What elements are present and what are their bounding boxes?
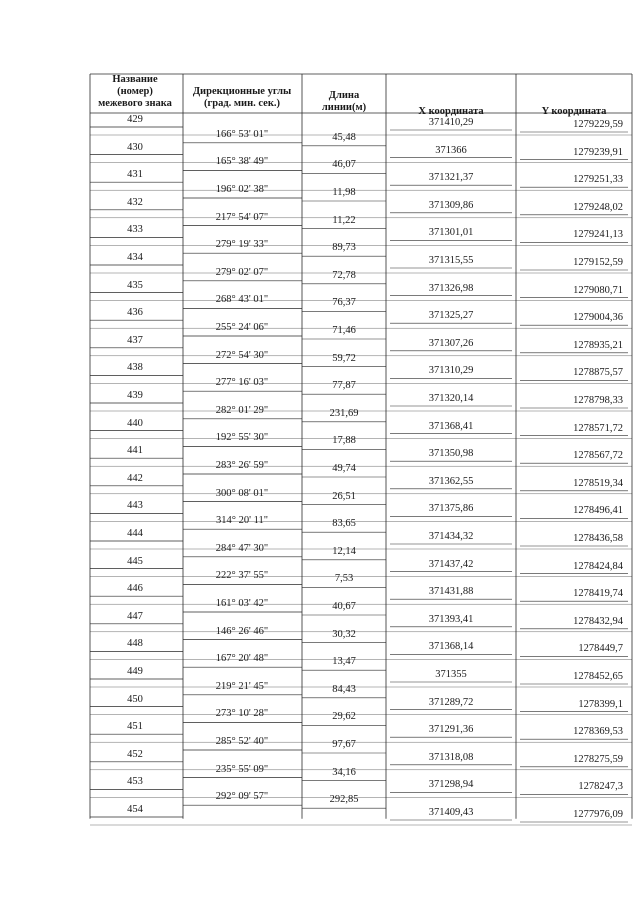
x-coordinate: 371434,32: [428, 531, 474, 542]
point-number: 447: [127, 610, 143, 622]
x-coordinate: 371310,29: [428, 365, 474, 377]
y-coordinate: 1278247,3: [578, 781, 623, 793]
point-number: 441: [127, 445, 143, 457]
line-length: 34,16: [332, 766, 356, 778]
x-coordinate: 371355: [435, 669, 467, 680]
line-length: 83,65: [332, 518, 356, 530]
directional-angle: 284° 47' 30": [215, 542, 269, 554]
line-length: 76,37: [332, 297, 356, 309]
point-number: 445: [127, 555, 143, 567]
point-number: 429: [127, 114, 143, 125]
point-number: 451: [127, 721, 143, 733]
x-coordinate: 371318,08: [428, 751, 474, 763]
x-coordinate: 371410,29: [428, 117, 474, 128]
y-coordinate: 1278519,34: [573, 477, 623, 489]
directional-angle: 196° 02' 38": [215, 184, 269, 195]
header-name-line1: Название: [112, 74, 158, 85]
y-coordinate: 1278567,72: [573, 450, 623, 462]
point-number: 430: [127, 141, 143, 153]
directional-angle: 268° 43' 01": [215, 294, 269, 306]
x-coordinate: 371375,86: [428, 503, 474, 515]
point-number: 444: [127, 528, 143, 539]
y-coordinate: 1278432,94: [573, 615, 623, 627]
x-coordinate: 371431,88: [428, 586, 474, 598]
line-length: 292,85: [329, 794, 359, 806]
directional-angle: 255° 24' 06": [215, 322, 269, 333]
y-coordinate: 1278496,41: [573, 505, 623, 517]
line-length: 45,48: [332, 131, 356, 143]
point-number: 435: [127, 279, 143, 291]
line-length: 77,87: [332, 380, 356, 392]
x-coordinate: 371309,86: [428, 199, 474, 211]
y-coordinate: 1278449,7: [578, 643, 623, 655]
point-number: 433: [127, 224, 143, 236]
directional-angle: 161° 03' 42": [215, 598, 269, 609]
y-coordinate: 1278369,53: [573, 726, 623, 738]
x-coordinate: 371289,72: [428, 696, 474, 708]
directional-angle: 192° 55' 30": [215, 432, 269, 444]
y-coordinate: 1278275,59: [573, 753, 623, 765]
x-coordinate: 371393,41: [428, 613, 474, 625]
line-length: 11,22: [332, 214, 356, 226]
directional-angle: 292° 09' 57": [215, 791, 269, 803]
y-coordinate: 1278399,1: [578, 698, 623, 710]
x-coordinate: 371366: [435, 144, 467, 156]
x-coordinate: 371409,43: [428, 807, 474, 818]
header-angles-line1: Дирекционные углы: [192, 86, 292, 97]
y-coordinate: 1278571,72: [573, 422, 623, 434]
point-number: 440: [127, 417, 143, 429]
line-length: 11,98: [332, 187, 356, 198]
line-length: 46,07: [332, 159, 356, 171]
y-coordinate: 1278935,21: [573, 339, 623, 351]
line-length: 97,67: [332, 739, 356, 750]
directional-angle: 283° 26' 59": [215, 460, 269, 471]
directional-angle: 222° 37' 55": [215, 570, 269, 582]
y-coordinate: 1279241,13: [573, 229, 623, 241]
directional-angle: 277° 16' 03": [215, 377, 269, 389]
directional-angle: 273° 10' 28": [215, 708, 269, 720]
directional-angle: 282° 01' 29": [215, 404, 269, 416]
directional-angle: 285° 52' 40": [215, 736, 269, 747]
point-number: 432: [127, 196, 143, 208]
line-length: 231,69: [329, 407, 359, 419]
point-number: 434: [127, 252, 143, 263]
directional-angle: 146° 26' 46": [215, 625, 269, 637]
directional-angle: 165° 38' 49": [215, 156, 269, 168]
y-coordinate: 1279248,02: [573, 201, 623, 213]
x-coordinate: 371307,26: [428, 337, 474, 349]
directional-angle: 272° 54' 30": [215, 349, 269, 361]
line-length: 12,14: [332, 545, 356, 557]
x-coordinate: 371315,55: [428, 255, 474, 266]
x-coordinate: 371320,14: [428, 393, 474, 404]
y-coordinate: 1278798,33: [573, 395, 623, 406]
point-number: 452: [127, 748, 143, 760]
point-number: 449: [127, 666, 143, 677]
header-angles: [183, 86, 301, 110]
y-coordinate: 1279152,59: [573, 257, 623, 268]
directional-angle: 219° 21' 45": [215, 680, 269, 692]
header-length: [302, 90, 386, 114]
line-length: 7,53: [334, 573, 354, 585]
x-coordinate: 371368,14: [428, 641, 474, 653]
point-number: 443: [127, 500, 143, 512]
directional-angle: 314° 20' 11": [216, 515, 268, 527]
point-number: 439: [127, 390, 143, 401]
directional-angle: 300° 08' 01": [215, 487, 269, 499]
header-x: X координата: [418, 106, 484, 117]
y-coordinate: 1278875,57: [573, 367, 623, 379]
line-length: 29,62: [332, 711, 356, 723]
x-coordinate: 371368,41: [428, 420, 474, 432]
x-coordinate: 371301,01: [428, 227, 474, 239]
line-length: 13,47: [332, 656, 356, 668]
x-coordinate: 371362,55: [428, 475, 474, 487]
x-coordinate: 371437,42: [428, 558, 474, 570]
point-number: 431: [127, 169, 143, 181]
point-number: 442: [127, 472, 143, 484]
y-coordinate: 1279229,59: [573, 119, 623, 130]
line-length: 49,74: [332, 463, 356, 474]
header-length-line1: Длина: [328, 90, 360, 101]
point-number: 450: [127, 693, 143, 705]
line-length: 71,46: [332, 325, 356, 336]
x-coordinate: 371321,37: [428, 172, 474, 184]
y-coordinate: 1279251,33: [573, 174, 623, 186]
point-number: 454: [127, 804, 143, 815]
directional-angle: 279° 19' 33": [215, 239, 269, 251]
y-coordinate: 1278419,74: [573, 588, 623, 600]
x-coordinate: 371350,98: [428, 448, 474, 460]
y-coordinate: 1278436,58: [573, 533, 623, 544]
y-coordinate: 1279239,91: [573, 146, 623, 158]
x-coordinate: 371291,36: [428, 724, 474, 736]
header-length-line2: линии(м): [321, 102, 367, 113]
directional-angle: 279° 02' 07": [215, 266, 269, 278]
y-coordinate: 1279080,71: [573, 284, 623, 296]
point-number: 436: [127, 307, 143, 319]
line-length: 72,78: [332, 269, 356, 281]
point-number: 446: [127, 583, 143, 595]
point-number: 453: [127, 776, 143, 788]
point-number: 438: [127, 362, 143, 374]
directional-angle: 235° 55' 09": [215, 763, 269, 775]
directional-angle: 167° 20' 48": [215, 653, 269, 665]
directional-angle: 217° 54' 07": [215, 211, 269, 223]
header-name-line3: межевого знака: [98, 98, 172, 109]
x-coordinate: 371326,98: [428, 282, 474, 294]
line-length: 30,32: [332, 628, 356, 640]
line-length: 26,51: [332, 490, 356, 502]
directional-angle: 166° 53' 01": [215, 128, 269, 140]
y-coordinate: 1279004,36: [573, 312, 623, 324]
line-length: 59,72: [332, 352, 356, 364]
header-name: [90, 74, 180, 110]
y-coordinate: 1278452,65: [573, 671, 623, 682]
header-angles-line2: (град. мин. сек.): [203, 98, 281, 109]
line-length: 84,43: [332, 683, 356, 695]
y-coordinate: 1277976,09: [573, 809, 623, 820]
line-length: 40,67: [332, 601, 356, 612]
line-length: 17,88: [332, 435, 356, 447]
y-coordinate: 1278424,84: [573, 560, 623, 572]
x-coordinate: 371298,94: [428, 779, 474, 791]
point-number: 448: [127, 638, 143, 650]
header-y: Y координата: [541, 106, 607, 117]
x-coordinate: 371325,27: [428, 310, 474, 322]
line-length: 89,73: [332, 242, 356, 254]
header-name-line2: (номер): [117, 86, 153, 97]
point-number: 437: [127, 334, 143, 346]
